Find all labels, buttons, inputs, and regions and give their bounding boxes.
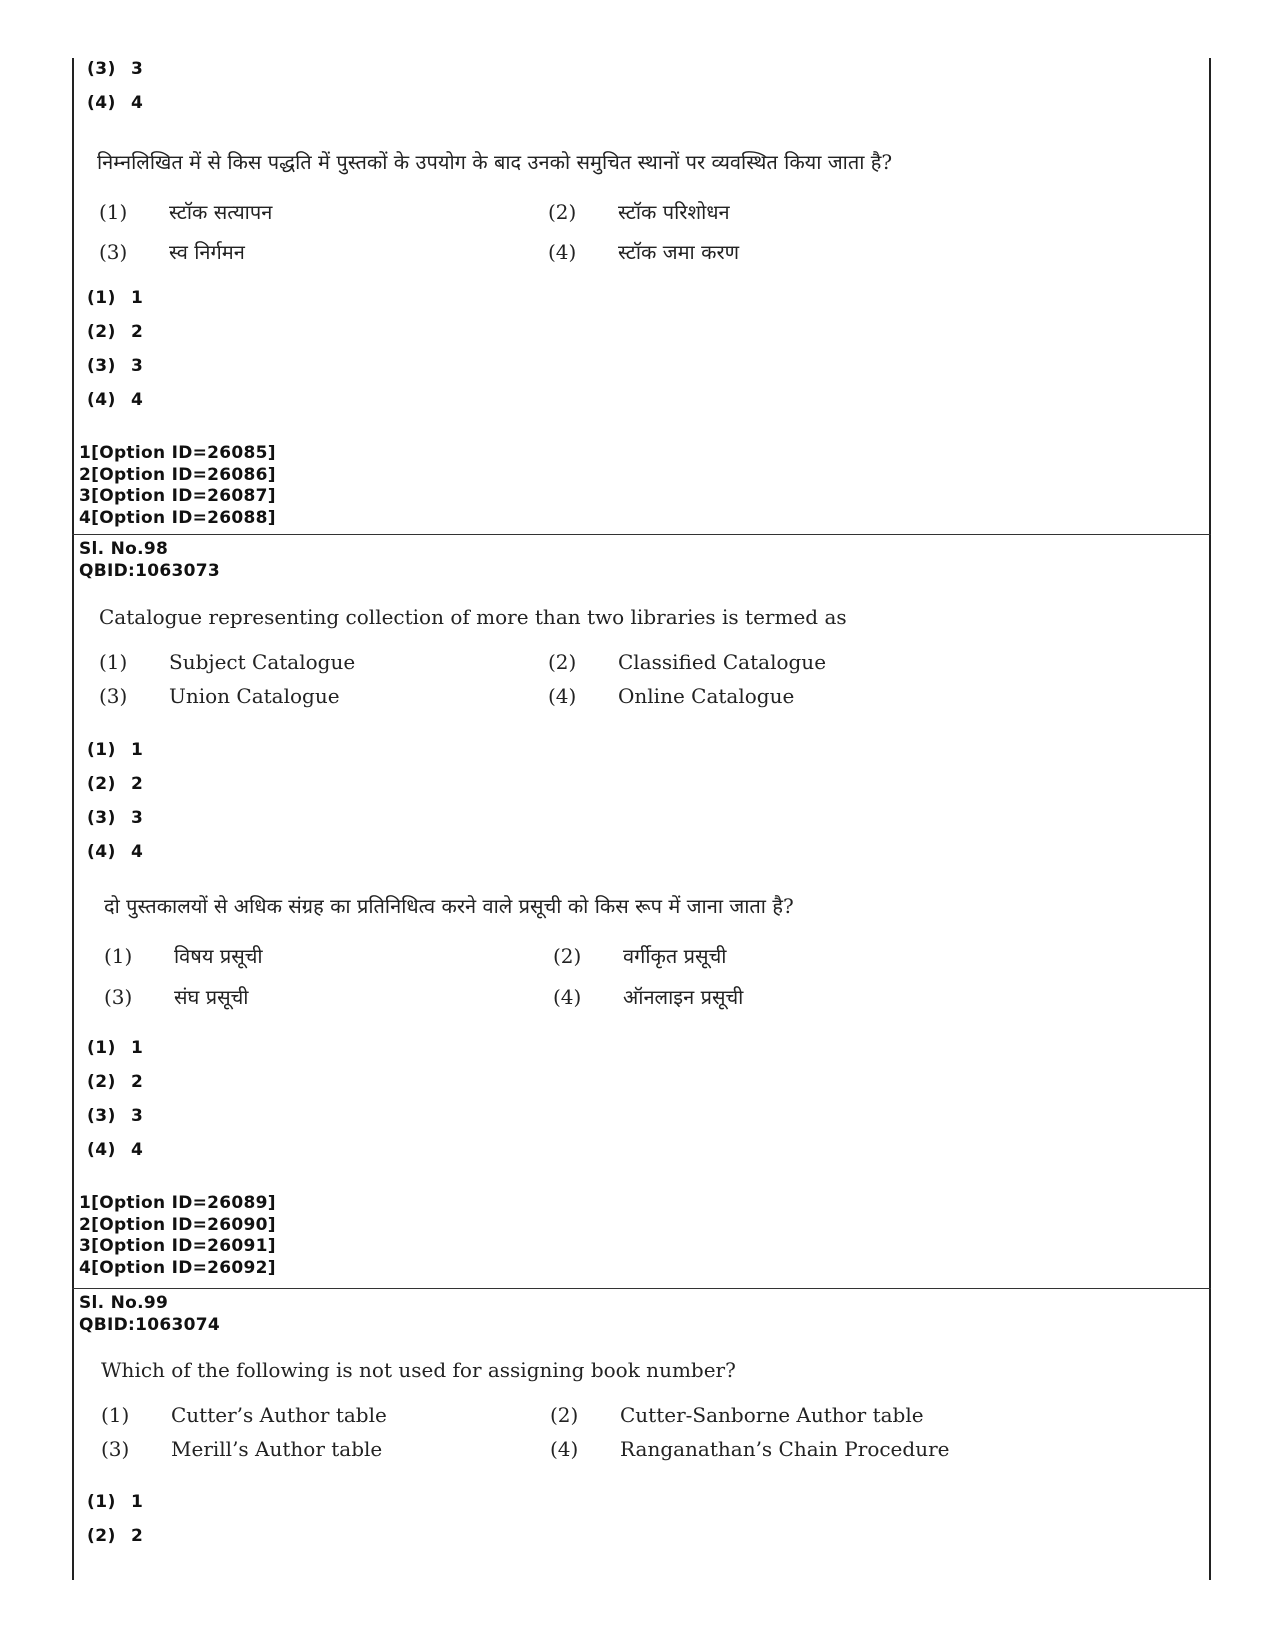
answer-choice: (4) 4 bbox=[87, 93, 144, 113]
question-header bbox=[79, 539, 220, 582]
option-id: 2[Option ID=26086] bbox=[79, 464, 276, 485]
answer-choice: (3) 3 bbox=[87, 356, 144, 376]
page-frame bbox=[72, 58, 1211, 1580]
option-item: (2) स्टॉक परिशोधन bbox=[548, 200, 730, 224]
option-id: 2[Option ID=26090] bbox=[79, 1214, 276, 1235]
option-item: (1) Cutter’s Author table bbox=[101, 1403, 387, 1427]
answer-choice: (1) 1 bbox=[87, 740, 144, 760]
option-item: (4) Ranganathan’s Chain Procedure bbox=[550, 1437, 950, 1461]
question-stem-english: Catalogue representing collection of more than two libraries is termed as bbox=[99, 605, 847, 629]
question-header bbox=[79, 1293, 220, 1336]
option-id-list bbox=[79, 1193, 276, 1279]
question-stem-hindi: दो पुस्तकालयों से अधिक संग्रह का प्रतिनिधित्व करने वाले प्रसूची को किस रूप में जाना जाता है? bbox=[104, 894, 794, 918]
option-item: (3) स्व निर्गमन bbox=[99, 240, 245, 264]
option-item: (2) वर्गीकृत प्रसूची bbox=[553, 944, 727, 968]
option-id: 3[Option ID=26087] bbox=[79, 486, 276, 506]
option-item: (3) Union Catalogue bbox=[99, 684, 340, 708]
option-item: (1) स्टॉक सत्यापन bbox=[99, 200, 273, 224]
question-stem-hindi: निम्नलिखित में से किस पद्धति में पुस्तकों के उपयोग के बाद उनको समुचित स्थानों पर व्यवस्थित किया जाता है? bbox=[97, 150, 893, 174]
serial-number: Sl. No.99 bbox=[79, 1293, 169, 1313]
option-id: 1[Option ID=26089] bbox=[79, 1193, 276, 1213]
option-id: 4[Option ID=26092] bbox=[79, 1257, 276, 1278]
option-id: 3[Option ID=26091] bbox=[79, 1236, 276, 1256]
option-id: 4[Option ID=26088] bbox=[79, 507, 276, 528]
qbid: QBID:1063074 bbox=[79, 1314, 221, 1335]
answer-choice: (2) 2 bbox=[87, 774, 144, 794]
option-item: (1) विषय प्रसूची bbox=[104, 944, 263, 968]
question-divider bbox=[72, 1288, 1211, 1289]
question-divider bbox=[72, 534, 1211, 535]
answer-choice: (1) 1 bbox=[87, 1492, 144, 1512]
qbid: QBID:1063073 bbox=[79, 560, 221, 581]
answer-choice: (3) 3 bbox=[87, 1106, 144, 1126]
option-id: 1[Option ID=26085] bbox=[79, 443, 276, 463]
option-item: (4) ऑनलाइन प्रसूची bbox=[553, 985, 744, 1009]
option-item: (3) Merill’s Author table bbox=[101, 1437, 383, 1461]
answer-choice: (2) 2 bbox=[87, 1526, 144, 1546]
option-item: (1) Subject Catalogue bbox=[99, 650, 356, 674]
question-stem-english: Which of the following is not used for assigning book number? bbox=[101, 1358, 736, 1382]
answer-choice: (4) 4 bbox=[87, 1140, 144, 1160]
option-item: (4) Online Catalogue bbox=[548, 684, 795, 708]
serial-number: Sl. No.98 bbox=[79, 539, 169, 559]
option-item: (3) संघ प्रसूची bbox=[104, 985, 249, 1009]
answer-choice: (3) 3 bbox=[87, 808, 144, 828]
option-item: (4) स्टॉक जमा करण bbox=[548, 240, 740, 264]
answer-choice: (2) 2 bbox=[87, 322, 144, 342]
answer-choice: (1) 1 bbox=[87, 288, 144, 308]
answer-choice: (4) 4 bbox=[87, 842, 144, 862]
answer-choice: (3) 3 bbox=[87, 59, 144, 79]
answer-choice: (4) 4 bbox=[87, 390, 144, 410]
option-item: (2) Classified Catalogue bbox=[548, 650, 827, 674]
option-id-list bbox=[79, 443, 276, 529]
answer-choice: (2) 2 bbox=[87, 1072, 144, 1092]
answer-choice: (1) 1 bbox=[87, 1038, 144, 1058]
option-item: (2) Cutter-Sanborne Author table bbox=[550, 1403, 924, 1427]
